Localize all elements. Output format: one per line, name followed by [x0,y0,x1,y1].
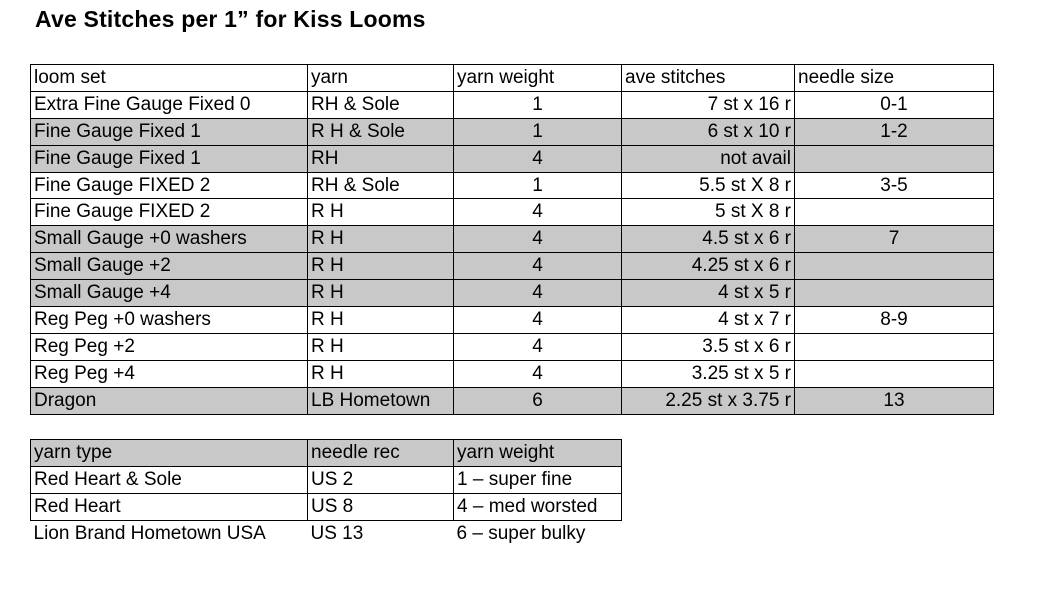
table-row [31,387,994,414]
needle-size-cell: 8-9 [795,307,994,334]
loom-stitches-table [30,64,994,415]
needle-size-cell [795,280,994,307]
yarn-weight-cell: 4 [454,360,622,387]
ave-stitches-cell: 7 st x 16 r [622,91,795,118]
loom-set-cell: Reg Peg +0 washers [31,307,308,334]
yarn-weight-cell: 4 [454,307,622,334]
yarn-cell: RH & Sole [308,172,454,199]
table-row [31,360,994,387]
yarn-type-cell: Red Heart & Sole [31,466,308,493]
yarn-weight-cell: 1 – super fine [454,466,622,493]
loom-set-cell: Small Gauge +2 [31,253,308,280]
ave-stitches-cell: 6 st x 10 r [622,118,795,145]
yarn-cell: R H [308,280,454,307]
ave-stitches-cell: 4.5 st x 6 r [622,226,795,253]
yarn-weight-cell: 1 [454,172,622,199]
column-header: ave stitches [622,65,795,92]
ave-stitches-cell: 2.25 st x 3.75 r [622,387,795,414]
yarn-weight-cell: 4 [454,226,622,253]
yarn-weight-cell: 1 [454,118,622,145]
table-row [31,333,994,360]
table-header-row [31,440,622,467]
table-row [31,172,994,199]
loom-set-cell: Reg Peg +2 [31,333,308,360]
yarn-weight-cell: 6 – super bulky [454,520,622,546]
needle-size-cell [795,333,994,360]
ave-stitches-cell: 5.5 st X 8 r [622,172,795,199]
loom-set-cell: Reg Peg +4 [31,360,308,387]
column-header: needle size [795,65,994,92]
loom-set-cell: Fine Gauge Fixed 1 [31,118,308,145]
table-row [31,199,994,226]
ave-stitches-cell: not avail [622,145,795,172]
ave-stitches-cell: 4.25 st x 6 r [622,253,795,280]
needle-rec-cell: US 8 [308,493,454,520]
page-title: Ave Stitches per 1” for Kiss Looms [35,6,426,32]
needle-size-cell [795,199,994,226]
column-header: yarn weight [454,440,622,467]
needle-size-cell [795,360,994,387]
loom-set-cell: Small Gauge +4 [31,280,308,307]
yarn-weight-cell: 4 – med worsted [454,493,622,520]
column-header: yarn type [31,440,308,467]
needle-size-cell: 13 [795,387,994,414]
yarn-weight-cell: 4 [454,280,622,307]
loom-set-cell: Fine Gauge FIXED 2 [31,199,308,226]
yarn-weight-cell: 1 [454,91,622,118]
yarn-weight-cell: 4 [454,253,622,280]
needle-size-cell: 0-1 [795,91,994,118]
table-row [31,493,622,520]
table-row [31,226,994,253]
ave-stitches-cell: 3.5 st x 6 r [622,333,795,360]
needle-size-cell: 7 [795,226,994,253]
needle-size-cell [795,145,994,172]
yarn-cell: R H [308,333,454,360]
table-row [31,253,994,280]
table-row [31,145,994,172]
yarn-type-cell: Lion Brand Hometown USA [31,520,308,546]
needle-rec-cell: US 13 [308,520,454,546]
column-header: needle rec [308,440,454,467]
ave-stitches-cell: 4 st x 7 r [622,307,795,334]
column-header: loom set [31,65,308,92]
needle-size-cell: 1-2 [795,118,994,145]
loom-set-cell: Fine Gauge Fixed 1 [31,145,308,172]
table-row [31,466,622,493]
column-header: yarn [308,65,454,92]
yarn-cell: RH [308,145,454,172]
table-header-row [31,65,994,92]
yarn-cell: R H & Sole [308,118,454,145]
table-row [31,307,994,334]
loom-set-cell: Fine Gauge FIXED 2 [31,172,308,199]
column-header: yarn weight [454,65,622,92]
ave-stitches-cell: 4 st x 5 r [622,280,795,307]
yarn-cell: R H [308,253,454,280]
yarn-cell: R H [308,226,454,253]
needle-rec-cell: US 2 [308,466,454,493]
yarn-needle-table [30,439,622,547]
needle-size-cell [795,253,994,280]
yarn-cell: RH & Sole [308,91,454,118]
ave-stitches-cell: 3.25 st x 5 r [622,360,795,387]
table-row [31,280,994,307]
yarn-cell: R H [308,199,454,226]
table-row [31,91,994,118]
yarn-weight-cell: 6 [454,387,622,414]
loom-set-cell: Extra Fine Gauge Fixed 0 [31,91,308,118]
yarn-cell: R H [308,360,454,387]
loom-set-cell: Small Gauge +0 washers [31,226,308,253]
yarn-weight-cell: 4 [454,199,622,226]
yarn-cell: LB Hometown [308,387,454,414]
table-row [31,520,622,546]
yarn-cell: R H [308,307,454,334]
loom-set-cell: Dragon [31,387,308,414]
yarn-weight-cell: 4 [454,333,622,360]
yarn-weight-cell: 4 [454,145,622,172]
ave-stitches-cell: 5 st X 8 r [622,199,795,226]
table-row [31,118,994,145]
yarn-type-cell: Red Heart [31,493,308,520]
needle-size-cell: 3-5 [795,172,994,199]
